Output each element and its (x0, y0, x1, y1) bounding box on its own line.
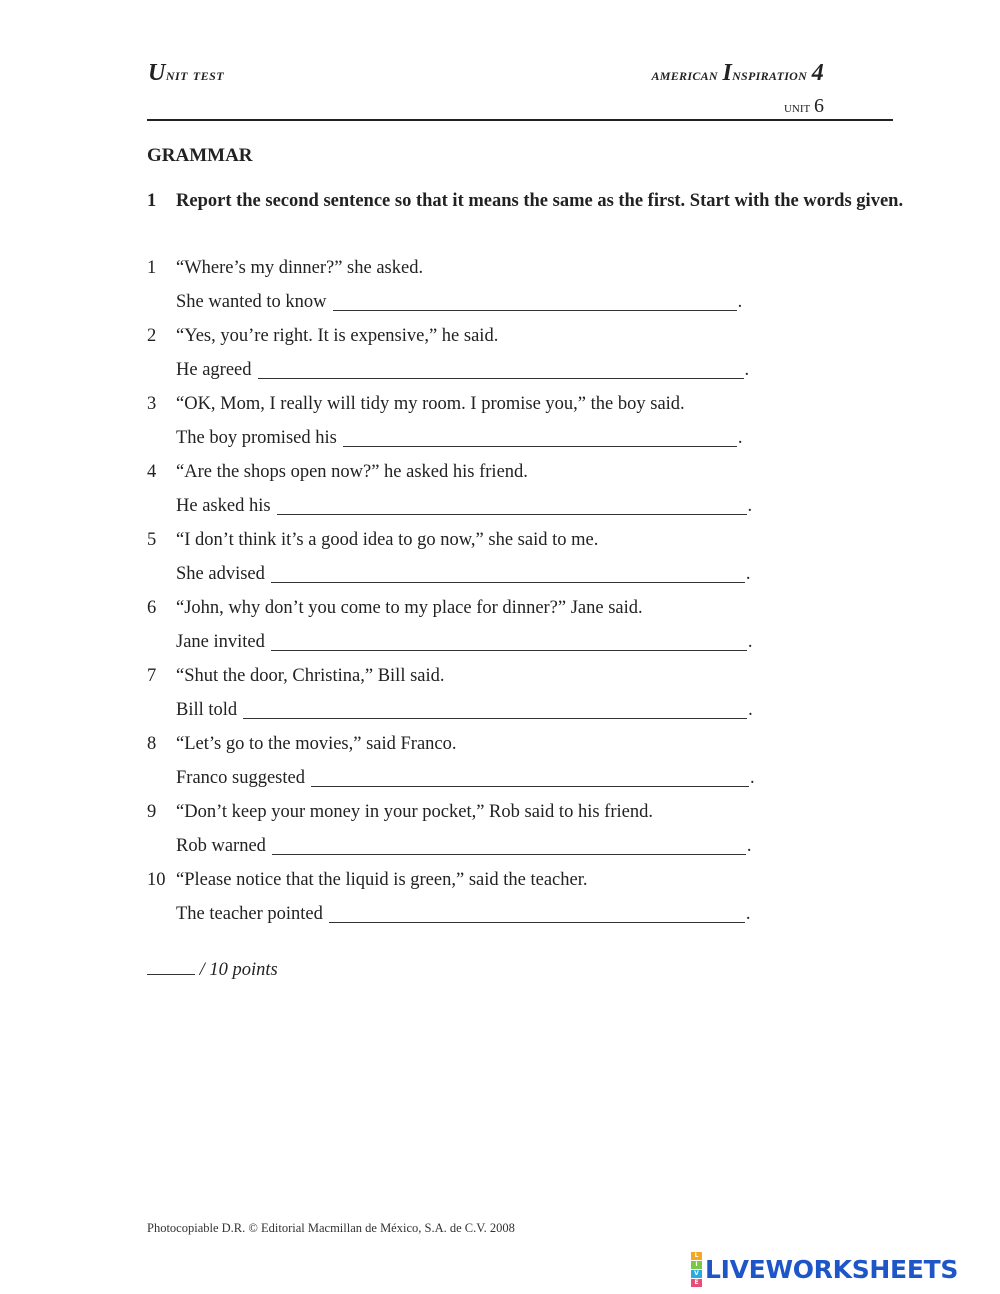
exercise-item (147, 732, 787, 800)
task-number: 1 (147, 191, 157, 211)
item-sentence-start: Jane invited (176, 632, 265, 652)
item-sentence-start: Bill told (176, 700, 238, 720)
item-number: 6 (147, 598, 157, 618)
item-end-punctuation: . (747, 496, 753, 516)
answer-input[interactable] (272, 834, 746, 855)
item-number: 9 (147, 802, 157, 822)
answer-input[interactable] (271, 630, 747, 651)
answer-input[interactable] (277, 494, 747, 515)
header-right-rest: nspiration (732, 65, 808, 84)
item-number: 4 (147, 462, 157, 482)
answer-input[interactable] (271, 562, 745, 583)
item-answer-row (176, 426, 756, 450)
header-divider (147, 119, 893, 121)
item-direct-speech: “John, why don’t you come to my place for dinner?” Jane said. (176, 598, 643, 618)
item-number: 10 (147, 870, 166, 890)
exercise-item (147, 868, 787, 936)
item-end-punctuation: . (748, 700, 753, 720)
item-number: 5 (147, 530, 157, 550)
score-label: / 10 points (195, 960, 278, 980)
item-direct-speech: “Yes, you’re right. It is expensive,” he said. (176, 326, 499, 346)
logo-block: V (691, 1270, 702, 1278)
item-number: 1 (147, 258, 157, 278)
exercise-item (147, 324, 787, 392)
item-end-punctuation: . (745, 904, 751, 924)
item-end-punctuation: . (737, 428, 743, 448)
item-direct-speech: “OK, Mom, I really will tidy my room. I promise you,” the boy said. (176, 394, 685, 414)
answer-input[interactable] (258, 358, 744, 379)
item-number: 7 (147, 666, 157, 686)
task-instruction (147, 190, 907, 213)
item-number: 2 (147, 326, 157, 346)
header-title-right (520, 60, 824, 87)
item-answer-row (176, 698, 756, 722)
item-answer-row (176, 562, 756, 586)
item-end-punctuation: . (746, 836, 752, 856)
header-right-prefix: american (651, 65, 723, 84)
section-title: GRAMMAR (147, 145, 253, 166)
item-sentence-start: The boy promised his (176, 428, 337, 448)
item-end-punctuation: . (745, 564, 751, 584)
liveworksheets-brand (691, 1251, 959, 1286)
item-end-punctuation: . (744, 360, 750, 380)
unit-number: 6 (814, 95, 824, 117)
liveworksheets-logo-icon (691, 1252, 702, 1287)
answer-input[interactable] (243, 698, 747, 719)
item-answer-row (176, 494, 756, 518)
item-number: 3 (147, 394, 157, 414)
item-direct-speech: “Shut the door, Christina,” Bill said. (176, 666, 445, 686)
item-answer-row (176, 766, 756, 790)
answer-input[interactable] (333, 290, 737, 311)
item-answer-row (176, 902, 756, 926)
header-left-rest: nit test (165, 65, 225, 84)
exercise-item (147, 460, 787, 528)
item-direct-speech: “Please notice that the liquid is green,” said the teacher. (176, 870, 588, 890)
score-line (147, 956, 278, 981)
exercise-item (147, 596, 787, 664)
unit-label: unit (783, 100, 811, 116)
answer-input[interactable] (329, 902, 745, 923)
item-answer-row (176, 290, 756, 314)
item-direct-speech: “Where’s my dinner?” she asked. (176, 258, 424, 278)
item-sentence-start: He asked his (176, 496, 271, 516)
item-end-punctuation: . (737, 292, 743, 312)
item-answer-row (176, 630, 756, 654)
item-number: 8 (147, 734, 157, 754)
header-right-initial: I (722, 60, 733, 86)
item-answer-row (176, 358, 756, 382)
item-sentence-start: Rob warned (176, 836, 266, 856)
item-end-punctuation: . (747, 632, 753, 652)
exercise-item (147, 528, 787, 596)
item-direct-speech: “Are the shops open now?” he asked his friend. (176, 462, 528, 482)
exercise-item (147, 664, 787, 732)
logo-block: E (691, 1279, 702, 1287)
copyright-footer: Photocopiable D.R. © Editorial Macmillan de México, S.A. de C.V. 2008 (147, 1221, 515, 1235)
item-sentence-start: The teacher pointed (176, 904, 323, 924)
header-right-number: 4 (811, 60, 824, 86)
score-blank (147, 956, 195, 975)
item-answer-row (176, 834, 756, 858)
item-sentence-start: Franco suggested (176, 768, 305, 788)
item-direct-speech: “Don’t keep your money in your pocket,” Rob said to his friend. (176, 802, 653, 822)
brand-name: LIVEWORKSHEETS (705, 1254, 959, 1284)
item-sentence-start: He agreed (176, 360, 252, 380)
item-sentence-start: She advised (176, 564, 265, 584)
header-title-left (148, 60, 224, 87)
header-left-initial: U (148, 60, 166, 86)
answer-input[interactable] (311, 766, 749, 787)
exercise-item (147, 256, 787, 324)
item-sentence-start: She wanted to know (176, 292, 327, 312)
exercise-list (147, 256, 787, 936)
answer-input[interactable] (343, 426, 737, 447)
exercise-item (147, 392, 787, 460)
item-direct-speech: “Let’s go to the movies,” said Franco. (176, 734, 457, 754)
logo-block: L (691, 1252, 702, 1260)
exercise-item (147, 800, 787, 868)
item-end-punctuation: . (749, 768, 755, 788)
task-text: Report the second sentence so that it means the same as the first. Start with the words given. (176, 191, 904, 211)
logo-block: I (691, 1261, 702, 1269)
unit-indicator (700, 95, 824, 118)
item-direct-speech: “I don’t think it’s a good idea to go now,” she said to me. (176, 530, 599, 550)
